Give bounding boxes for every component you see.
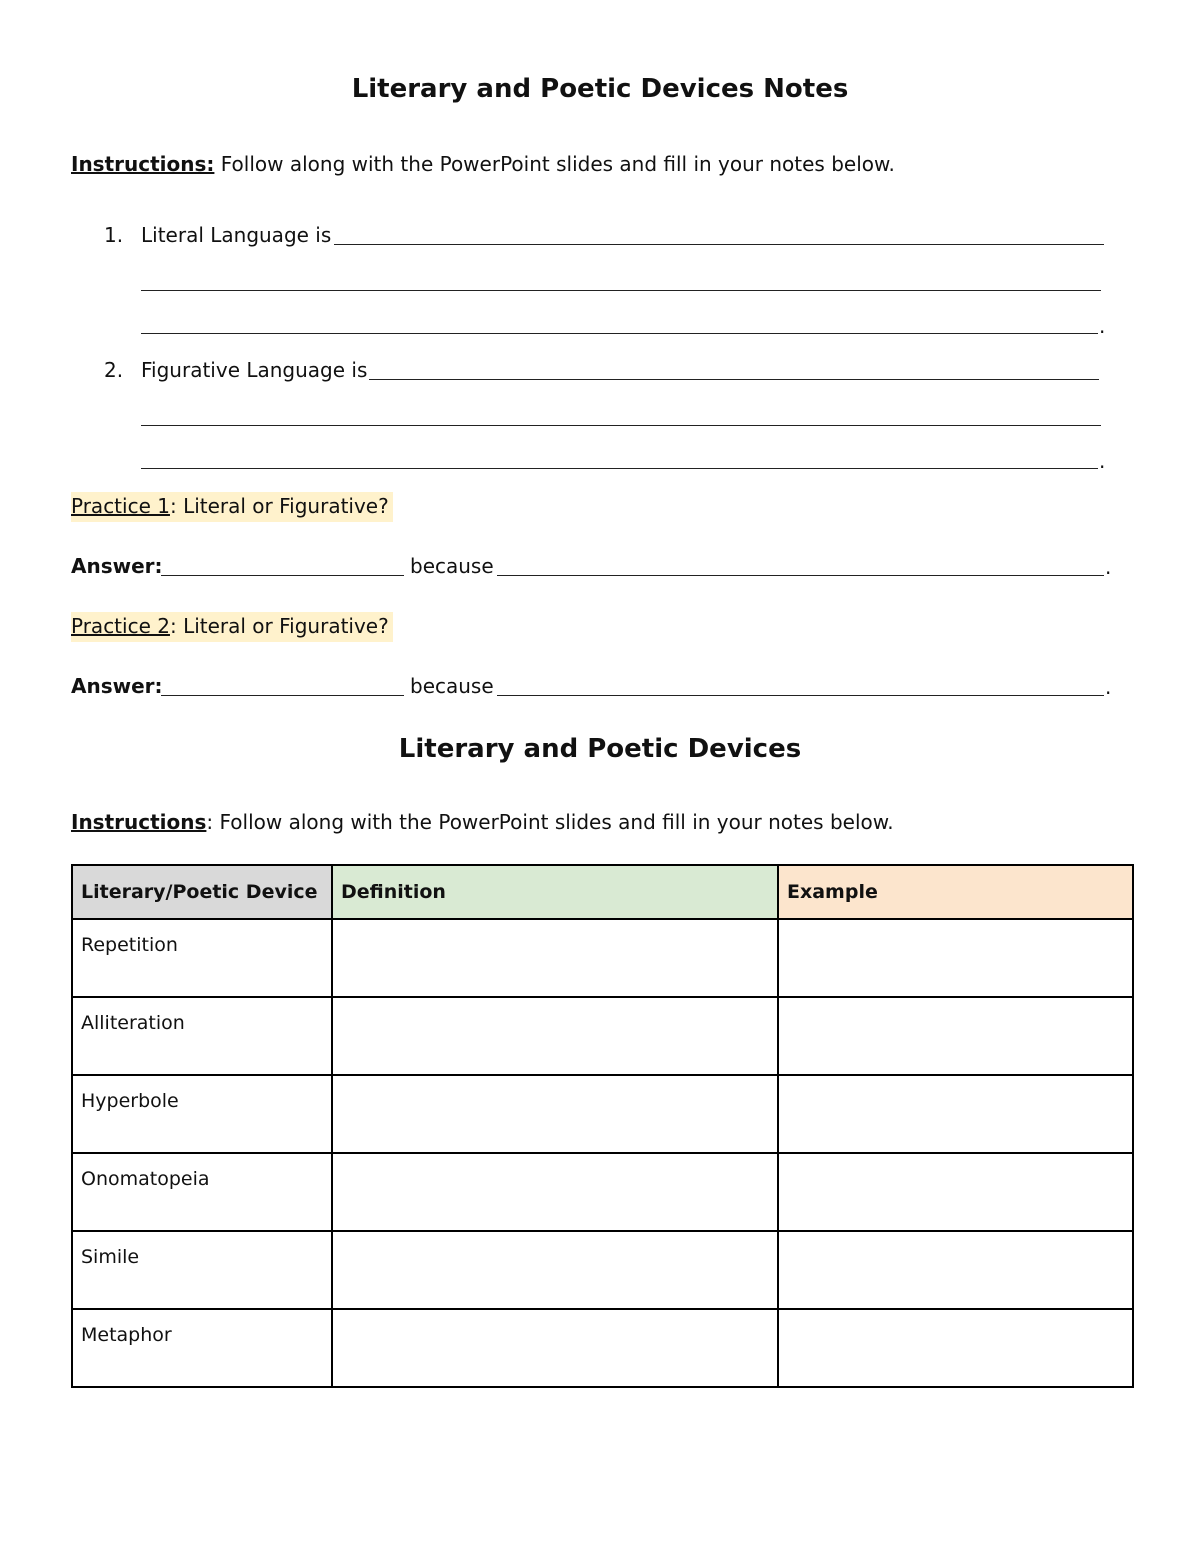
device-name: Metaphor — [72, 1309, 332, 1387]
practice-2-label: Practice 2 — [71, 614, 170, 638]
header-definition: Definition — [332, 865, 778, 919]
definition-cell[interactable] — [332, 997, 778, 1075]
table-row — [72, 1309, 1133, 1387]
definition-cell[interactable] — [332, 1231, 778, 1309]
table-row — [72, 997, 1133, 1075]
answer-2-blank[interactable] — [161, 695, 404, 696]
practice-2-question: : Literal or Figurative? — [169, 614, 389, 638]
answer-1-reason-blank[interactable] — [497, 575, 1104, 576]
item-1-blank-2[interactable] — [141, 290, 1101, 291]
device-name: Simile — [72, 1231, 332, 1309]
device-name: Onomatopeia — [72, 1153, 332, 1231]
practice-1-label: Practice 1 — [71, 494, 170, 518]
example-cell[interactable] — [778, 1309, 1133, 1387]
practice-1-question: : Literal or Figurative? — [169, 494, 389, 518]
example-cell[interactable] — [778, 919, 1133, 997]
answer-2-reason-blank[interactable] — [497, 695, 1104, 696]
instructions-line — [71, 152, 895, 176]
table-row — [72, 1231, 1133, 1309]
item-2-blank-3[interactable] — [141, 468, 1098, 469]
header-example: Example — [778, 865, 1133, 919]
answer-1-label: Answer: — [71, 554, 163, 578]
device-name: Repetition — [72, 919, 332, 997]
item-1-period: . — [1099, 314, 1106, 338]
answer-1-period: . — [1105, 555, 1112, 579]
devices-table — [71, 864, 1134, 1388]
example-cell[interactable] — [778, 1231, 1133, 1309]
header-device: Literary/Poetic Device — [72, 865, 332, 919]
example-cell[interactable] — [778, 1075, 1133, 1153]
item-1-blank-1[interactable] — [334, 244, 1104, 245]
instructions-2-label: Instructions — [71, 810, 207, 834]
item-1-number: 1. — [104, 223, 124, 247]
answer-2-label: Answer: — [71, 674, 163, 698]
instructions-label: Instructions: — [71, 152, 215, 176]
definition-cell[interactable] — [332, 919, 778, 997]
table-row — [72, 1153, 1133, 1231]
instructions-text: Follow along with the PowerPoint slides and fill in your notes below. — [214, 152, 895, 176]
instructions-2-text: : Follow along with the PowerPoint slides and fill in your notes below. — [206, 810, 894, 834]
section-title: Literary and Poetic Devices — [398, 734, 802, 764]
definition-cell[interactable] — [332, 1309, 778, 1387]
practice-1-line — [71, 492, 393, 522]
item-2-label: Figurative Language is — [141, 358, 368, 382]
item-2-blank-1[interactable] — [369, 379, 1099, 380]
device-name: Hyperbole — [72, 1075, 332, 1153]
item-2-number: 2. — [104, 358, 124, 382]
answer-1-because: because — [410, 554, 494, 578]
practice-2-line — [71, 612, 393, 642]
item-2-period: . — [1099, 449, 1106, 473]
device-name: Alliteration — [72, 997, 332, 1075]
table-header-row — [72, 865, 1133, 919]
page-title: Literary and Poetic Devices Notes — [351, 74, 849, 104]
item-1-label: Literal Language is — [141, 223, 332, 247]
instructions-2-line — [71, 810, 894, 834]
answer-1-blank[interactable] — [161, 575, 404, 576]
answer-2-period: . — [1105, 675, 1112, 699]
item-1-blank-3[interactable] — [141, 333, 1098, 334]
table-row — [72, 1075, 1133, 1153]
definition-cell[interactable] — [332, 1153, 778, 1231]
definition-cell[interactable] — [332, 1075, 778, 1153]
table-row — [72, 919, 1133, 997]
example-cell[interactable] — [778, 997, 1133, 1075]
answer-2-because: because — [410, 674, 494, 698]
item-2-blank-2[interactable] — [141, 425, 1101, 426]
example-cell[interactable] — [778, 1153, 1133, 1231]
